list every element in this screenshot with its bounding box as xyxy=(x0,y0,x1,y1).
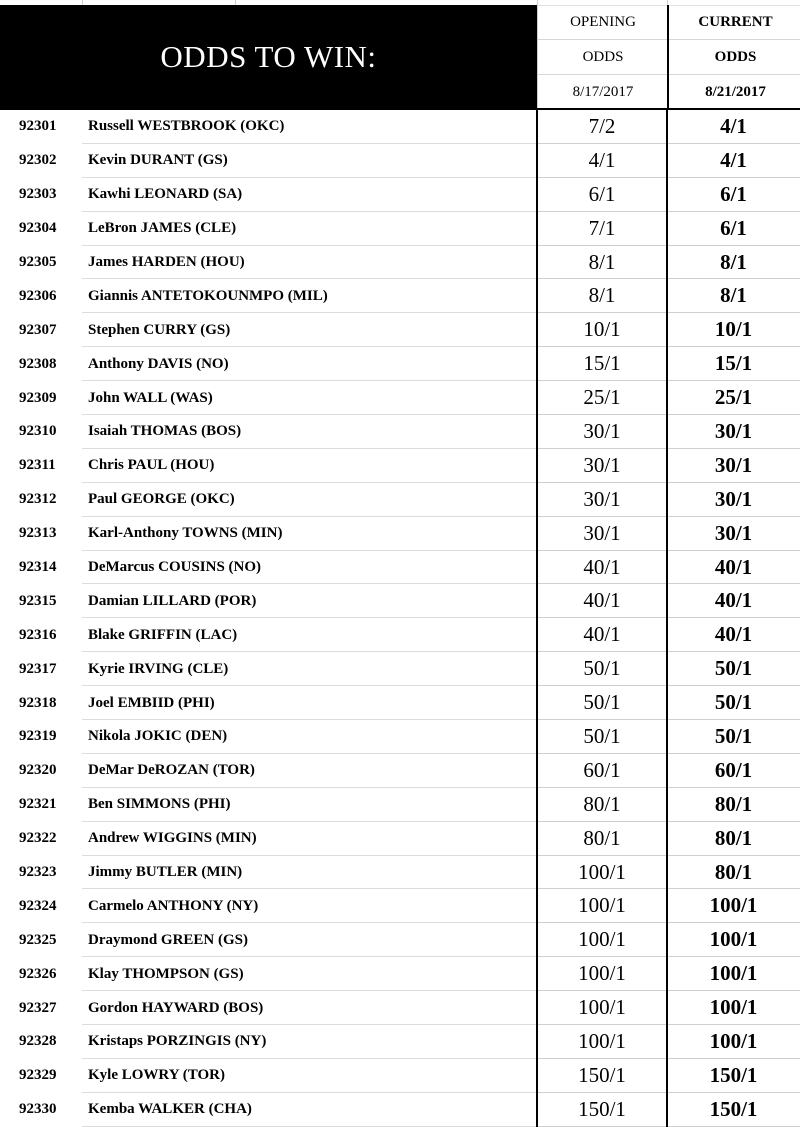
current-header-line-2: ODDS xyxy=(669,40,800,75)
player-name: Ben SIMMONS (PHI) xyxy=(88,796,231,813)
rotation-number: 92322 xyxy=(19,830,57,847)
table-row xyxy=(0,1059,800,1093)
table-row xyxy=(0,144,800,178)
rotation-number: 92318 xyxy=(19,694,57,711)
player-name: Anthony DAVIS (NO) xyxy=(88,355,229,372)
opening-odds: 30/1 xyxy=(537,415,667,449)
opening-header-date: 8/17/2017 xyxy=(572,83,634,100)
current-odds: 15/1 xyxy=(667,347,800,381)
current-odds: 150/1 xyxy=(667,1059,800,1093)
rotation-number: 92306 xyxy=(19,287,57,304)
rotation-number: 92324 xyxy=(19,897,57,914)
rotation-number: 92327 xyxy=(19,999,57,1016)
table-row xyxy=(0,923,800,957)
player-name: Karl-Anthony TOWNS (MIN) xyxy=(88,525,283,542)
current-odds: 30/1 xyxy=(667,483,800,517)
table-row xyxy=(0,1093,800,1127)
table-row xyxy=(0,551,800,585)
player-name: Jimmy BUTLER (MIN) xyxy=(88,864,243,881)
player-name: Blake GRIFFIN (LAC) xyxy=(88,626,238,643)
rotation-number: 92314 xyxy=(19,559,57,576)
current-odds: 6/1 xyxy=(667,178,800,212)
player-name: Isaiah THOMAS (BOS) xyxy=(88,423,242,440)
player-name: DeMarcus COUSINS (NO) xyxy=(88,559,262,576)
table-row xyxy=(0,178,800,212)
rotation-number: 92321 xyxy=(19,796,57,813)
opening-odds: 50/1 xyxy=(537,720,667,754)
rotation-number: 92325 xyxy=(19,931,57,948)
opening-odds: 100/1 xyxy=(537,991,667,1025)
table-row xyxy=(0,381,800,415)
rotation-number: 92313 xyxy=(19,525,57,542)
player-name: John WALL (WAS) xyxy=(88,389,213,406)
opening-odds: 100/1 xyxy=(537,1025,667,1059)
opening-odds: 4/1 xyxy=(537,144,667,178)
opening-header-line-2: ODDS xyxy=(538,40,668,75)
player-name: Kyle LOWRY (TOR) xyxy=(88,1067,225,1084)
opening-odds: 8/1 xyxy=(537,246,667,280)
table-row xyxy=(0,652,800,686)
rotation-number: 92309 xyxy=(19,389,57,406)
table-row xyxy=(0,788,800,822)
current-odds: 4/1 xyxy=(667,110,800,144)
current-odds: 40/1 xyxy=(667,618,800,652)
opening-odds: 7/2 xyxy=(537,110,667,144)
opening-odds: 30/1 xyxy=(537,449,667,483)
table-row xyxy=(0,720,800,754)
player-name: Paul GEORGE (OKC) xyxy=(88,491,235,508)
opening-odds: 100/1 xyxy=(537,889,667,923)
current-odds: 100/1 xyxy=(667,1025,800,1059)
rotation-number: 92317 xyxy=(19,660,57,677)
opening-odds: 8/1 xyxy=(537,279,667,313)
current-odds: 50/1 xyxy=(667,686,800,720)
rotation-number: 92310 xyxy=(19,423,57,440)
table-row xyxy=(0,517,800,551)
table-row xyxy=(0,889,800,923)
current-odds: 30/1 xyxy=(667,449,800,483)
player-name: Draymond GREEN (GS) xyxy=(88,931,249,948)
opening-odds: 30/1 xyxy=(537,517,667,551)
player-name: Joel EMBIID (PHI) xyxy=(88,694,215,711)
rotation-number: 92304 xyxy=(19,220,57,237)
rotation-number: 92323 xyxy=(19,864,57,881)
page-title: ODDS TO WIN: xyxy=(160,39,377,74)
rotation-number: 92301 xyxy=(19,118,57,135)
current-odds: 50/1 xyxy=(667,720,800,754)
table-row xyxy=(0,246,800,280)
opening-odds: 15/1 xyxy=(537,347,667,381)
table-row xyxy=(0,686,800,720)
current-header-line-1: CURRENT xyxy=(669,5,800,40)
table-row xyxy=(0,313,800,347)
current-odds-header xyxy=(667,5,800,109)
opening-odds: 100/1 xyxy=(537,923,667,957)
current-odds: 30/1 xyxy=(667,415,800,449)
player-name: Giannis ANTETOKOUNMPO (MIL) xyxy=(88,287,328,304)
opening-odds: 25/1 xyxy=(537,381,667,415)
opening-column-border xyxy=(536,110,538,1127)
player-name: Nikola JOKIC (DEN) xyxy=(88,728,228,745)
rotation-number: 92311 xyxy=(19,457,56,474)
current-odds: 8/1 xyxy=(667,279,800,313)
rotation-number: 92328 xyxy=(19,1033,57,1050)
opening-odds: 40/1 xyxy=(537,551,667,585)
current-odds: 40/1 xyxy=(667,551,800,585)
table-row xyxy=(0,415,800,449)
opening-odds: 10/1 xyxy=(537,313,667,347)
rotation-number: 92302 xyxy=(19,152,57,169)
current-odds: 4/1 xyxy=(667,144,800,178)
opening-odds-header xyxy=(537,5,668,109)
opening-odds: 7/1 xyxy=(537,212,667,246)
current-odds: 80/1 xyxy=(667,822,800,856)
player-name: Kyrie IRVING (CLE) xyxy=(88,660,229,677)
rotation-number: 92319 xyxy=(19,728,57,745)
player-name: James HARDEN (HOU) xyxy=(88,254,245,270)
current-odds: 50/1 xyxy=(667,652,800,686)
table-row xyxy=(0,822,800,856)
player-name: Kawhi LEONARD (SA) xyxy=(88,186,243,203)
current-odds: 10/1 xyxy=(667,313,800,347)
player-name: LeBron JAMES (CLE) xyxy=(88,220,237,237)
opening-odds: 80/1 xyxy=(537,822,667,856)
opening-odds: 60/1 xyxy=(537,754,667,788)
current-odds: 80/1 xyxy=(667,788,800,822)
rotation-number: 92312 xyxy=(19,491,57,508)
opening-odds: 150/1 xyxy=(537,1059,667,1093)
current-odds: 6/1 xyxy=(667,212,800,246)
player-name: Russell WESTBROOK (OKC) xyxy=(88,118,285,135)
current-odds: 100/1 xyxy=(667,889,800,923)
rotation-number: 92316 xyxy=(19,626,57,643)
rotation-number: 92305 xyxy=(19,254,57,270)
opening-odds: 40/1 xyxy=(537,618,667,652)
current-odds: 100/1 xyxy=(667,923,800,957)
table-row xyxy=(0,856,800,890)
rotation-number: 92320 xyxy=(19,762,57,779)
current-odds: 40/1 xyxy=(667,584,800,618)
player-name: Stephen CURRY (GS) xyxy=(88,321,231,338)
player-name: Gordon HAYWARD (BOS) xyxy=(88,999,264,1016)
current-odds: 100/1 xyxy=(667,957,800,991)
player-name: Carmelo ANTHONY (NY) xyxy=(88,897,259,914)
table-row xyxy=(0,347,800,381)
table-row xyxy=(0,279,800,313)
current-header-date: 8/21/2017 xyxy=(705,83,766,100)
player-name: Damian LILLARD (POR) xyxy=(88,592,257,609)
opening-odds: 100/1 xyxy=(537,856,667,890)
current-odds: 8/1 xyxy=(667,246,800,280)
current-column-border xyxy=(666,110,668,1127)
opening-odds: 50/1 xyxy=(537,652,667,686)
opening-odds: 30/1 xyxy=(537,483,667,517)
opening-odds: 150/1 xyxy=(537,1093,667,1127)
table-row xyxy=(0,584,800,618)
table-row xyxy=(0,957,800,991)
opening-header-line-1: OPENING xyxy=(538,5,668,40)
opening-odds: 40/1 xyxy=(537,584,667,618)
player-name: Kevin DURANT (GS) xyxy=(88,152,228,169)
opening-odds: 100/1 xyxy=(537,957,667,991)
table-row xyxy=(0,754,800,788)
opening-odds: 50/1 xyxy=(537,686,667,720)
table-row xyxy=(0,483,800,517)
table-row xyxy=(0,449,800,483)
player-name: Chris PAUL (HOU) xyxy=(88,457,215,474)
player-name: Kemba WALKER (CHA) xyxy=(88,1101,252,1118)
rotation-number: 92308 xyxy=(19,355,57,372)
rotation-number: 92307 xyxy=(19,321,57,338)
rotation-number: 92303 xyxy=(19,186,57,203)
table-row xyxy=(0,618,800,652)
odds-table xyxy=(0,110,800,1127)
current-odds: 100/1 xyxy=(667,991,800,1025)
rotation-number: 92315 xyxy=(19,592,57,609)
rotation-number: 92329 xyxy=(19,1067,57,1084)
table-row xyxy=(0,110,800,144)
opening-odds: 6/1 xyxy=(537,178,667,212)
current-odds: 150/1 xyxy=(667,1093,800,1127)
table-row xyxy=(0,1025,800,1059)
current-odds: 30/1 xyxy=(667,517,800,551)
rotation-number: 92330 xyxy=(19,1101,57,1118)
player-name: Klay THOMPSON (GS) xyxy=(88,965,244,982)
player-name: DeMar DeROZAN (TOR) xyxy=(88,762,255,779)
rotation-number: 92326 xyxy=(19,965,57,982)
player-name: Kristaps PORZINGIS (NY) xyxy=(88,1033,267,1050)
table-row xyxy=(0,212,800,246)
current-odds: 80/1 xyxy=(667,856,800,890)
opening-odds: 80/1 xyxy=(537,788,667,822)
current-odds: 25/1 xyxy=(667,381,800,415)
current-odds: 60/1 xyxy=(667,754,800,788)
player-name: Andrew WIGGINS (MIN) xyxy=(88,830,257,847)
table-row xyxy=(0,991,800,1025)
